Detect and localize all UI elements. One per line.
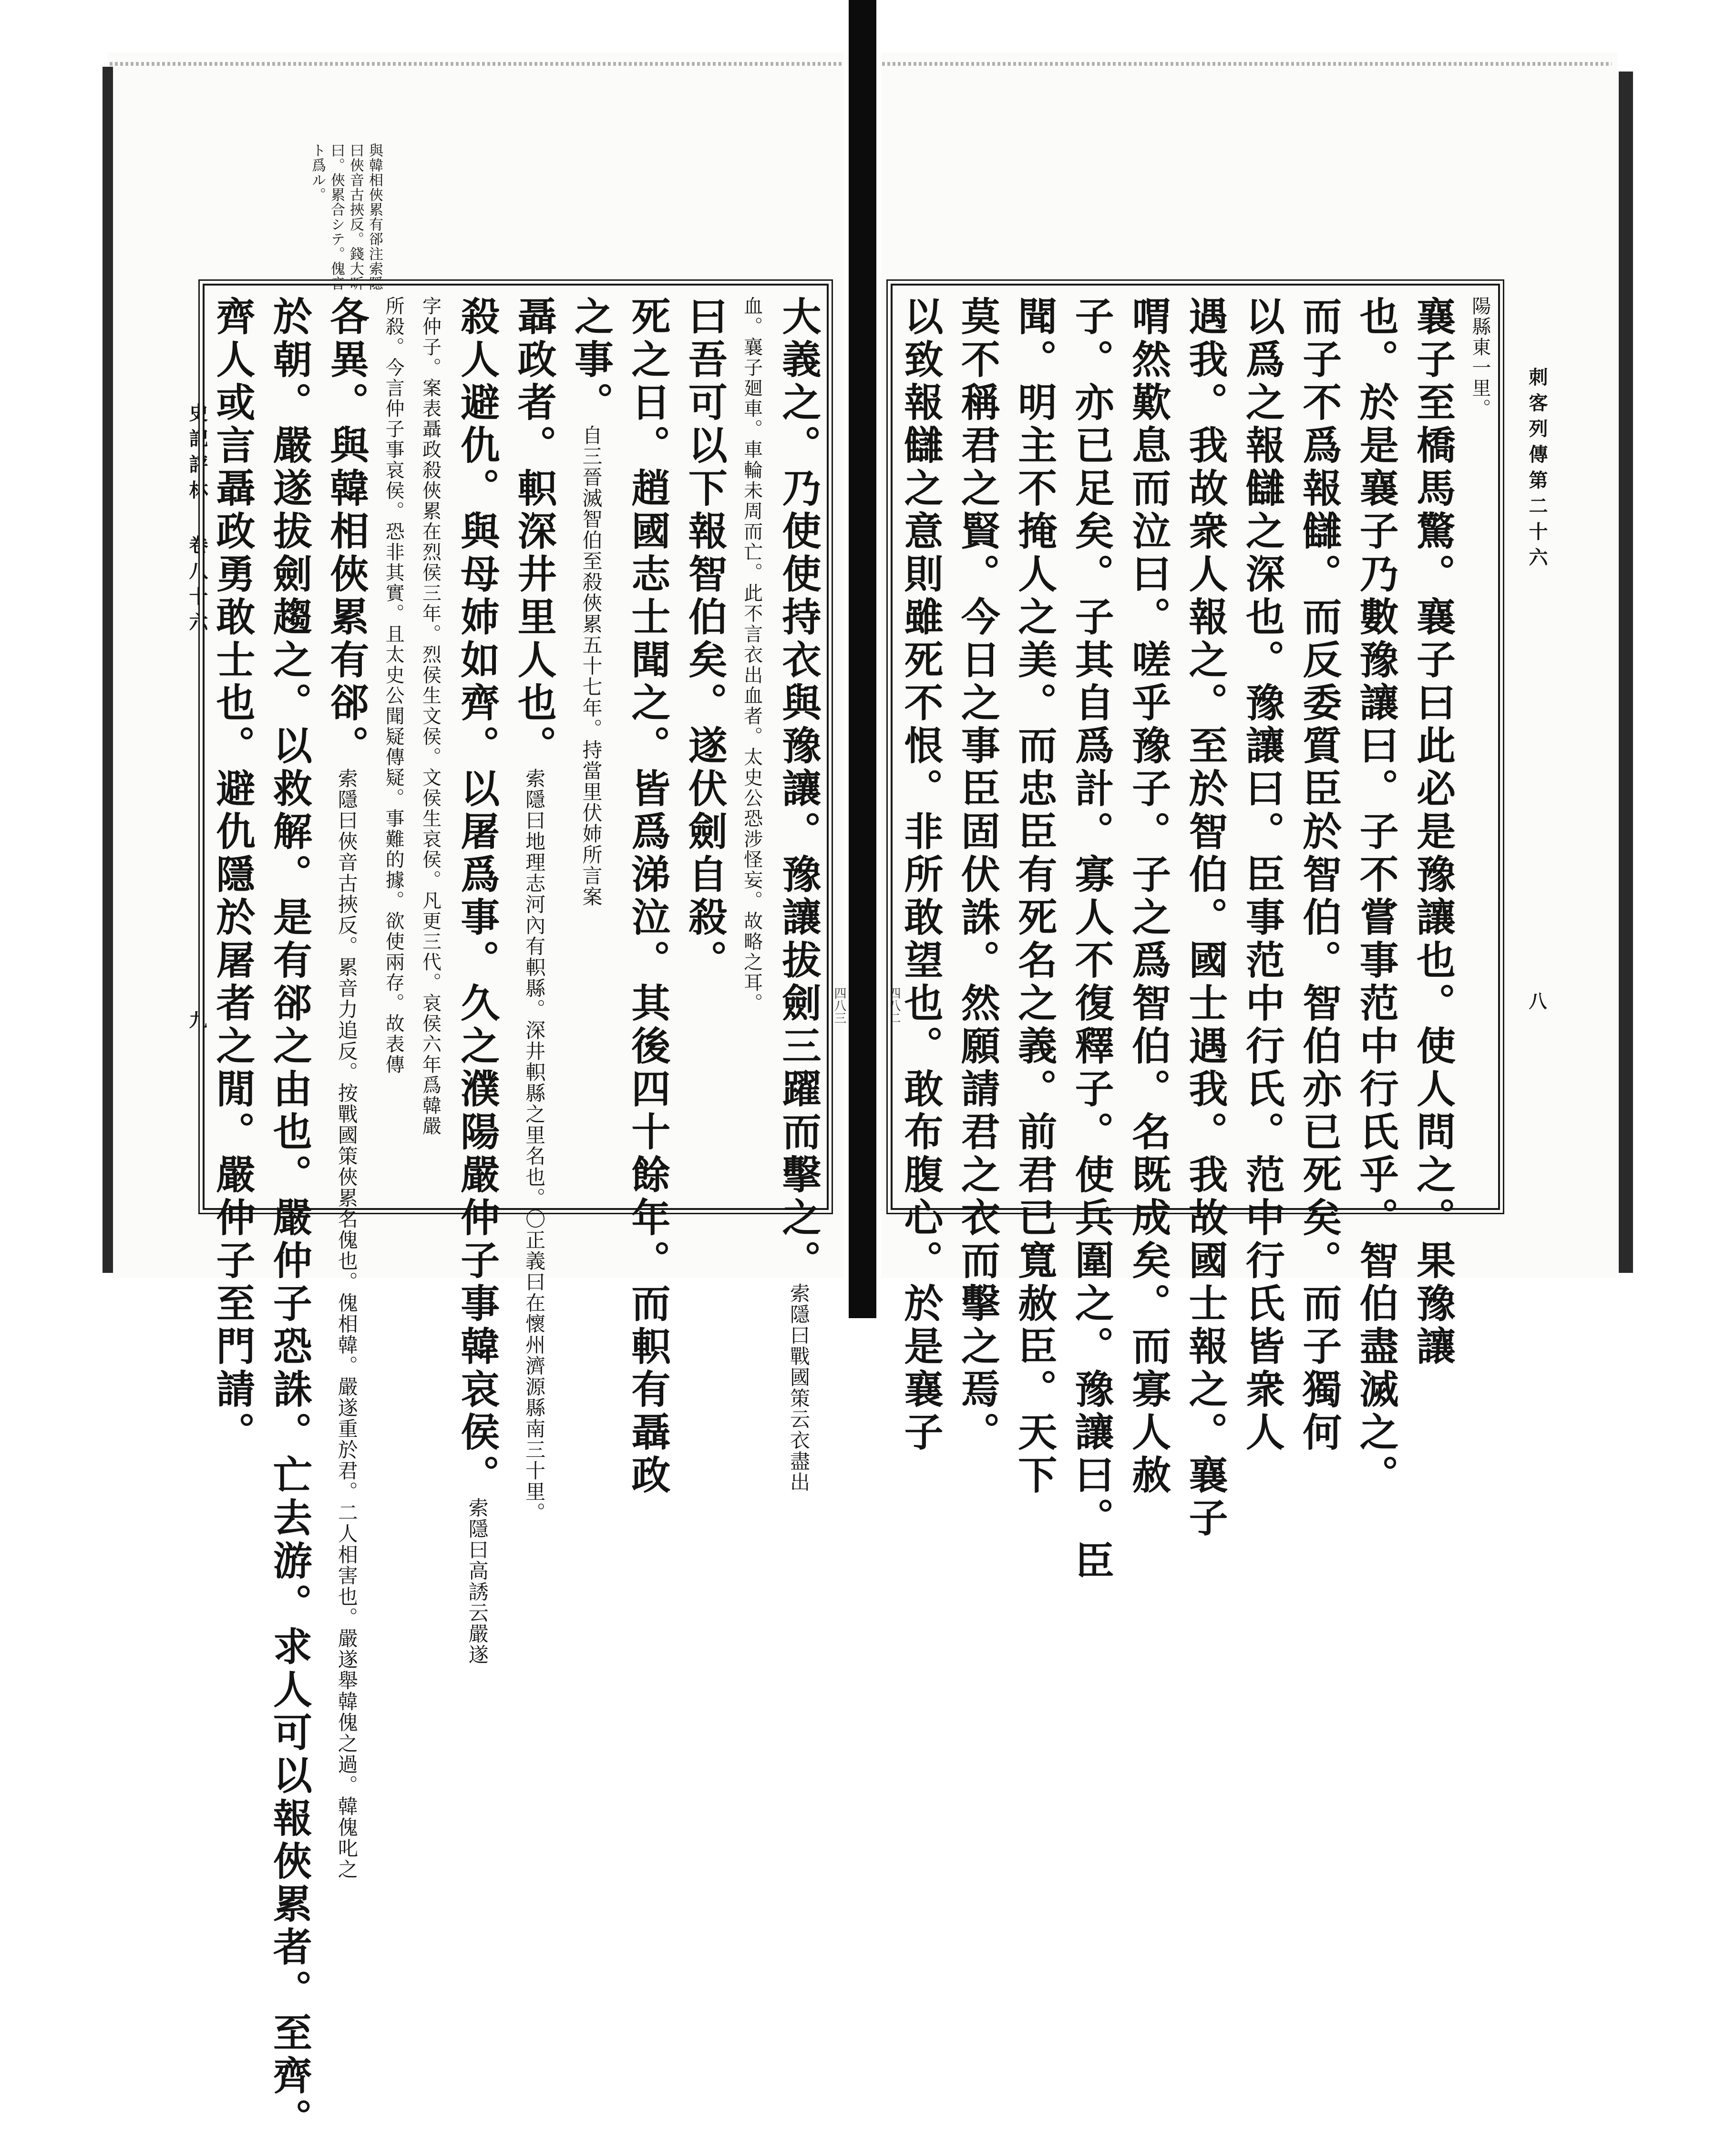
marginal-note-line: 與韓相俠累有郤注索隱 [366,143,383,291]
left-text-column [267,296,313,2141]
marginal-note-line: 曰俠音古挾反。錢大昕 [347,143,364,291]
right-text-frame [891,284,1500,1583]
right-text-columns [898,296,1491,1583]
left-column-text: 曰吾可以下報智伯矣。遂伏劍自殺。 [682,296,728,983]
marginal-note [310,143,381,291]
left-column-note: 索隱曰戰國策云衣盡出 [787,1283,811,1493]
right-column-text: 遇我。我故衆人報之。至於智伯。國士遇我。我故國士報之。襄子 [1182,296,1228,1540]
left-text-columns [210,296,822,2141]
left-column-text: 各異。與韓相俠累有郤。 [323,296,370,768]
marginal-note-line: 曰。俠累合シテ。傀音 [328,143,345,291]
right-column-text: 喟然歎息而泣曰。嗟乎豫子。子之爲智伯。名既成矣。而寡人赦 [1125,296,1171,1497]
left-column-text: 於朝。嚴遂拔劍趨之。以救解。是有郤之由也。嚴仲子恐誅。亡去游。求人可以報俠累者。至齊。 [267,296,313,2141]
left-text-column [775,296,822,1493]
left-column-note: 索隱曰高誘云嚴遂 [465,1497,489,1665]
left-text-frame [203,284,829,2141]
right-folio: 八 [1526,992,1547,1010]
top-edge-texture-left [110,62,844,66]
left-column-text: 死之日。趙國志士聞之。皆爲涕泣。其後四十餘年。而軹有聶政 [625,296,671,1497]
right-text-column [1125,296,1171,1497]
right-column-text: 莫不稱君之賢。今日之事臣固伏誅。然願請君之衣而擊之焉。 [955,296,1001,1455]
right-text-column [1239,296,1285,1455]
left-folio: 九 [186,1011,207,1029]
left-book-edge [103,67,113,1273]
left-column-note: 自三晉滅智伯至殺俠累五十七年。持當里伏姉所言案 [579,425,603,907]
left-text-column [210,296,256,1455]
left-text-column [682,296,728,1198]
left-text-column [568,296,614,1198]
left-text-column [384,296,403,1198]
left-column-note: 索隱曰俠音古挾反。累音力追反。按戰國策俠累名傀也。傀相韓。嚴遂重於君。二人相害也。嚴遂舉韓傀之過。韓傀叱之 [335,768,359,1880]
right-column-text: 以爲之報讎之深也。豫讓曰。臣事范中行氏。范中行氏皆衆人 [1239,296,1285,1455]
right-text-column [1182,296,1228,1540]
right-running-header: 刺客列傳第二十六 [1526,367,1548,573]
book-spine [849,0,876,1318]
left-text-column [454,296,500,1665]
right-column-text: 而子不爲報讎。而反委質臣於智伯。智伯亦已死矣。而子獨何 [1296,296,1342,1455]
right-text-column [955,296,1001,1455]
right-column-note: 陽縣東 [1469,296,1491,358]
right-column-text: 襄子至橋馬驚。襄子曰此必是豫讓也。使人問之。果豫讓 [1410,296,1456,1369]
left-column-text: 之事。 [568,296,614,425]
right-book-edge [1619,72,1633,1273]
left-running-header: 史記評林 卷八十六 [186,403,208,638]
left-text-column [323,296,370,1880]
right-text-column [1353,296,1399,1497]
left-column-text: 齊人或言聶政勇敢士也。避仇隱於屠者之閒。嚴仲子至門請。 [210,296,256,1455]
right-text-column [1470,296,1489,1198]
right-column-text: 一里。 [1469,358,1491,419]
left-text-column [421,296,440,1198]
right-text-column [1410,296,1456,1369]
right-text-column [1068,296,1115,1583]
left-text-column [625,296,671,1497]
right-column-text: 子。亦已足矣。子其自爲計。寡人不復釋子。使兵圍之。豫讓曰。臣 [1068,296,1115,1583]
right-text-column [1296,296,1342,1455]
right-column-text: 聞。明主不掩人之美。而忠臣有死名之義。前君已寬赦臣。天下 [1011,296,1058,1497]
right-column-text: 以致報讎之意則雖死不恨。非所敢望也。敢布腹心。於是襄子 [898,296,944,1455]
left-column-text: 聶政者。軹深井里人也。 [511,296,557,768]
left-column-text: 所殺。今言仲子事哀侯。恐非其實。且太史公聞疑傳疑。事難的據。欲使兩存。故表傳 [382,296,405,1075]
right-column-text: 也。於是襄子乃數豫讓曰。子不嘗事范中行氏乎。智伯盡滅之。 [1353,296,1399,1497]
left-gutter-number: 四八三 [832,987,846,1024]
left-text-column [742,296,761,1198]
left-text-column [511,296,557,1523]
left-column-text: 字仲子。案表聶政殺俠累在烈侯三年。烈侯生文侯。文侯生哀侯。凡更三代。哀侯六年爲韓嚴 [419,296,442,1137]
marginal-note-line: ト爲ル。 [309,143,326,202]
right-gutter-number: 四八二 [886,987,901,1024]
left-column-text: 血。襄子廻車。車輪未周而亡。此不言衣出血者。太史公恐涉怪妄。故略之耳。 [740,296,763,1014]
right-text-column [1011,296,1058,1497]
left-column-text: 大義之。乃使使持衣與豫讓。豫讓拔劍三躍而擊之。 [775,296,822,1283]
left-column-note: 索隱曰地理志河內有軹縣。深井軹縣之里名也。〇正義曰在懷州濟源縣南三十里。 [523,768,546,1523]
top-edge-texture-right [882,62,1612,66]
right-text-column [898,296,944,1455]
left-column-text: 殺人避仇。與母姉如齊。以屠爲事。久之濮陽嚴仲子事韓哀侯。 [454,296,500,1497]
